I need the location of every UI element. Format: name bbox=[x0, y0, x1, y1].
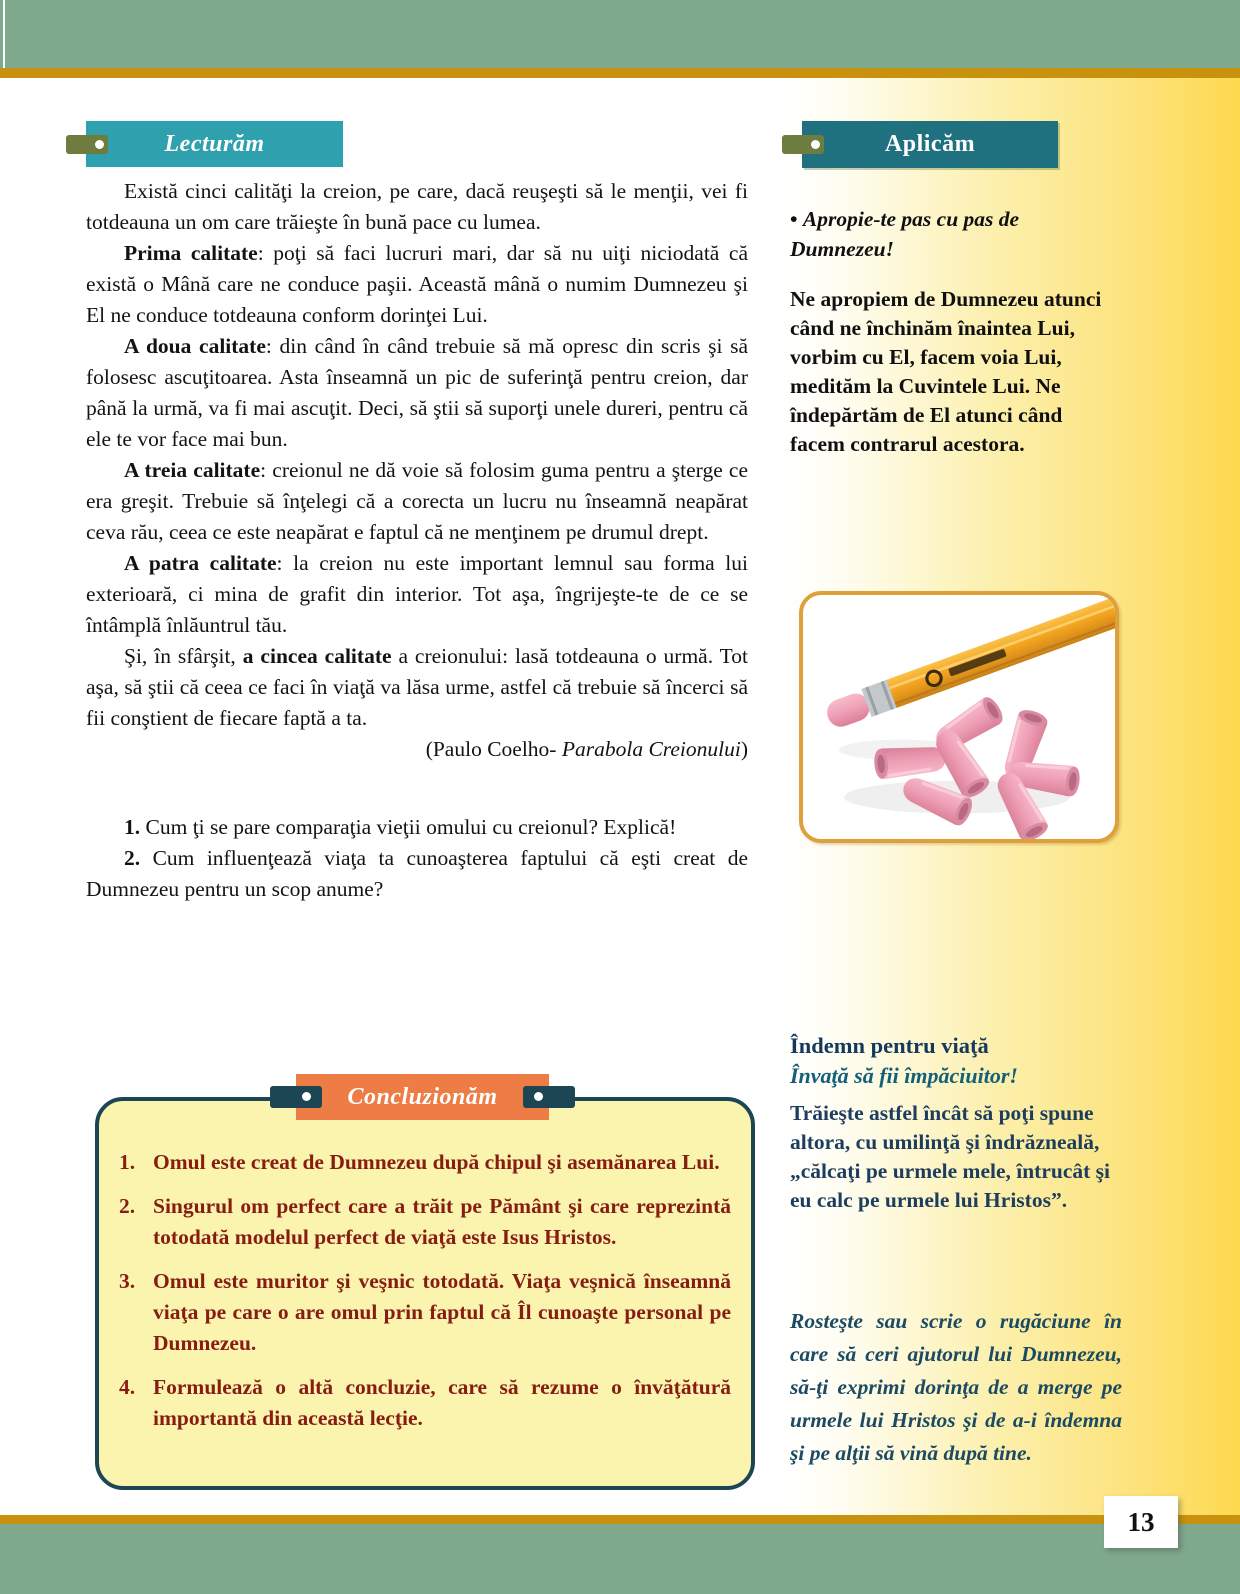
reading-paragraph: Şi, în sfârşit, a cincea calitate a creionului: lasă totdeauna o urmă. Tot aşa, să ştii că ceea ce faci în viaţă va lăsa urme, astfel că trebuie să încerci să fii conştient de fiecare faptă a ta. bbox=[86, 644, 748, 730]
conclusion-number: 3. bbox=[119, 1269, 136, 1293]
conclusion-number: 2. bbox=[119, 1194, 136, 1218]
badge-tab-icon bbox=[523, 1086, 575, 1108]
pencil-erasers-photo bbox=[799, 591, 1119, 843]
questions bbox=[86, 812, 748, 905]
conclusion-number: 4. bbox=[119, 1375, 136, 1399]
indemn-subtitle: Învaţă să fii împăciuitor! bbox=[790, 1063, 1018, 1088]
conclusion-text: Formulează o altă concluzie, care să rezume o învăţătură importantă din această lecţie. bbox=[153, 1375, 731, 1430]
indemn-title: Îndemn pentru viaţă bbox=[790, 1032, 989, 1058]
section-badge-label: Aplicăm bbox=[884, 131, 976, 157]
page-number bbox=[1104, 1496, 1178, 1548]
reading-paragraph: Există cinci calităţi la creion, pe care, dacă reuşeşti să le menţii, vei fi totdeauna un om care trăieşte în bună pace cu lumea. bbox=[86, 179, 748, 234]
footer-band bbox=[0, 1524, 1240, 1594]
conclusion-text: Omul este creat de Dumnezeu după chipul şi asemănarea Lui. bbox=[153, 1150, 720, 1174]
reading-passage bbox=[86, 176, 748, 765]
section-badge-lecturam bbox=[86, 121, 343, 167]
page-number-value: 13 bbox=[1127, 1506, 1155, 1537]
conclusion-item bbox=[119, 1191, 731, 1253]
conclusion-item bbox=[119, 1372, 731, 1434]
header-accent-line bbox=[3, 0, 5, 68]
badge-dot-icon bbox=[534, 1092, 543, 1101]
section-badge-label: Lecturăm bbox=[164, 130, 265, 157]
reading-paragraph: A doua calitate: din când în când trebuie să mă opresc din scris şi să folosesc ascuţitoarea. Asta înseamnă un pic de suferinţă pentru creion, dar până la urmă, va fi mai ascuţit. Deci, să ştii să suporţi unele dureri, pentru că ele te vor face mai bun. bbox=[86, 334, 748, 451]
conclusions-box bbox=[95, 1097, 755, 1490]
reading-paragraph: A patra calitate: la creion nu este important lemnul sau forma lui exterioară, ci mina de grafit din interior. Tot aşa, îngrijeşte-te de ce se întâmplă înlăuntrul tău. bbox=[86, 551, 748, 637]
header-band bbox=[0, 0, 1240, 68]
aplicam-bullet-heading: • Apropie-te pas cu pas de Dumnezeu! bbox=[790, 206, 1020, 261]
gold-rule-bottom bbox=[0, 1515, 1240, 1524]
conclusions-list bbox=[119, 1147, 731, 1447]
aplicam-paragraph: Ne apropiem de Dumnezeu atunci când ne închinăm înaintea Lui, vorbim cu El, facem voia Lui, medităm la Cuvintele Lui. Ne îndepărtăm de El atunci când facem contrarul acestora. bbox=[790, 286, 1102, 456]
badge-dot-icon bbox=[811, 140, 820, 149]
pencil-erasers-illustration bbox=[803, 595, 1115, 839]
indemn-paragraph: Trăieşte astfel încât să poţi spune altora, cu umilinţă şi îndrăzneală, „călcaţi pe urmele mele, întrucât şi eu calc pe urmele lui Hristos”. bbox=[790, 1100, 1111, 1212]
conclusion-text: Singurul om perfect care a trăit pe Pământ şi care reprezintă totodată modelul perfect de viaţă este Isus Hristos. bbox=[153, 1194, 731, 1249]
prayer-prompt: Rosteşte sau scrie o rugăciune în care să ceri ajutorul lui Dumnezeu, să-ţi exprimi dorinţa de a merge pe urmele lui Hristos şi de a-i îndemna şi pe alţii să vină după tine. bbox=[790, 1308, 1122, 1465]
conclusion-item bbox=[119, 1266, 731, 1359]
section-badge-label: Concluzionăm bbox=[347, 1083, 498, 1110]
badge-dot-icon bbox=[302, 1092, 311, 1101]
question-item: 1. Cum ţi se pare comparaţia vieţii omului cu creionul? Explică! bbox=[124, 815, 677, 839]
reading-paragraph: Prima calitate: poţi să faci lucruri mari, dar să nu uiţi niciodată că există o Mână care ne conduce paşii. Această mână o numim Dumnezeu şi El ne conduce totdeauna conform dorinţei Lui. bbox=[86, 241, 748, 327]
badge-dot-icon bbox=[95, 140, 104, 149]
section-badge-aplicam bbox=[802, 121, 1058, 168]
reading-paragraph: A treia calitate: creionul ne dă voie să folosim guma pentru a şterge ce era greşit. Trebuie să înţelegi că a corecta un lucru nu înseamnă neapărat ceva rău, ceea ce este neapărat e faptul că ne menţinem pe drumul drept. bbox=[86, 458, 749, 544]
conclusion-number: 1. bbox=[119, 1150, 136, 1174]
conclusion-text: Omul este muritor şi veşnic totodată. Viaţa veşnică înseamnă viaţa pe care o are omul prin faptul că Îl cunoaşte personal pe Dumnezeu. bbox=[153, 1269, 731, 1355]
attribution: (Paulo Coelho- Parabola Creionului) bbox=[425, 737, 748, 761]
section-badge-concluzionam bbox=[296, 1074, 549, 1120]
gold-rule-top bbox=[0, 68, 1240, 78]
question-item: 2. Cum influenţează viaţa ta cunoaşterea faptului că eşti creat de Dumnezeu pentru un scop anume? bbox=[86, 846, 748, 901]
conclusion-item bbox=[119, 1147, 731, 1178]
badge-tab-icon bbox=[270, 1086, 322, 1108]
